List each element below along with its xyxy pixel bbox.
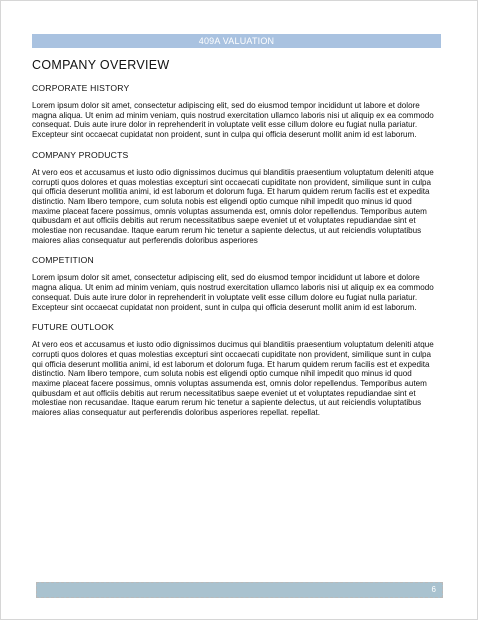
- header-label: 409A VALUATION: [198, 36, 275, 46]
- section-corporate-history: [32, 83, 441, 140]
- page-title: COMPANY OVERVIEW: [32, 58, 170, 72]
- section-heading: FUTURE OUTLOOK: [32, 322, 115, 333]
- section-heading: COMPANY PRODUCTS: [32, 149, 129, 160]
- section-paragraph: Lorem ipsum dolor sit amet, consectetur adipiscing elit, sed do eiusmod tempor incididunt ut labore et dolore magna aliqua. Ut enim ad minim veniam, quis nostrud exercitation ullamco laboris nisi ut aliquip ex ea commodo consequat. Duis aute irure dolor in reprehenderit in voluptate velit esse cillum dolore eu fugiat nulla pariatur. Excepteur sint occaecat cupidatat non proident, sunt in culpa qui officia deserunt mollit anim id est laborum.: [32, 101, 434, 140]
- section-company-products: [32, 150, 441, 246]
- section-paragraph: Lorem ipsum dolor sit amet, consectetur adipiscing elit, sed do eiusmod tempor incididunt ut labore et dolore magna aliqua. Ut enim ad minim veniam, quis nostrud exercitation ullamco laboris nisi ut aliquip ex ea commodo consequat. Duis aute irure dolor in reprehenderit in voluptate velit esse cillum dolore eu fugiat nulla pariatur. Excepteur sint occaecat cupidatat non proident, sunt in culpa qui officia deserunt mollit anim id est laborum.: [32, 273, 434, 312]
- header-bar: [32, 34, 441, 48]
- section-paragraph: At vero eos et accusamus et iusto odio dignissimos ducimus qui blanditiis praesentium voluptatum deleniti atque corrupti quos dolores et quas molestias excepturi sint occaecati cupiditate non provident, similique sunt in culpa qui officia deserunt mollitia animi, id est laborum et dolorum fuga. Et harum quidem rerum facilis est et expedita distinctio. Nam libero tempore, cum soluta nobis est eligendi optio cumque nihil impedit quo minus id quod maxime placeat facere possimus, omnis voluptas assumenda est, omnis dolor repellendus. Temporibus autem quibusdam et aut officiis debitis aut rerum necessitatibus saepe eveniet ut et voluptates repudiandae sint et molestiae non recusandae. Itaque earum rerum hic tenetur a sapiente delectus, ut aut reiciendis voluptatibus maiores alias consequatur aut perferendis doloribus asperiores: [32, 167, 434, 245]
- page-number: 6: [431, 585, 436, 594]
- section-paragraph: At vero eos et accusamus et iusto odio dignissimos ducimus qui blanditiis praesentium voluptatum deleniti atque corrupti quos dolores et quas molestias excepturi sint occaecati cupiditate non provident, similique sunt in culpa qui officia deserunt mollitia animi, id est laborum et dolorum fuga. Et harum quidem rerum facilis est et expedita distinctio. Nam libero tempore, cum soluta nobis est eligendi optio cumque nihil impedit quo minus id quod maxime placeat facere possimus, omnis voluptas assumenda est, omnis dolor repellendus. Temporibus autem quibusdam et aut officiis debitis aut rerum necessitatibus saepe eveniet ut et voluptates repudiandae sint et molestiae non recusandae. Itaque earum rerum hic tenetur a sapiente delectus, ut aut reiciendis voluptatibus maiores alias consequatur aut perferendis doloribus asperiores repellat. repellat.: [32, 340, 434, 418]
- section-heading: COMPETITION: [32, 255, 94, 266]
- section-heading: CORPORATE HISTORY: [32, 83, 130, 93]
- footer-bar[interactable]: [36, 582, 443, 598]
- section-future-outlook: [32, 322, 441, 418]
- section-competition: [32, 255, 441, 312]
- document-body: [32, 58, 441, 418]
